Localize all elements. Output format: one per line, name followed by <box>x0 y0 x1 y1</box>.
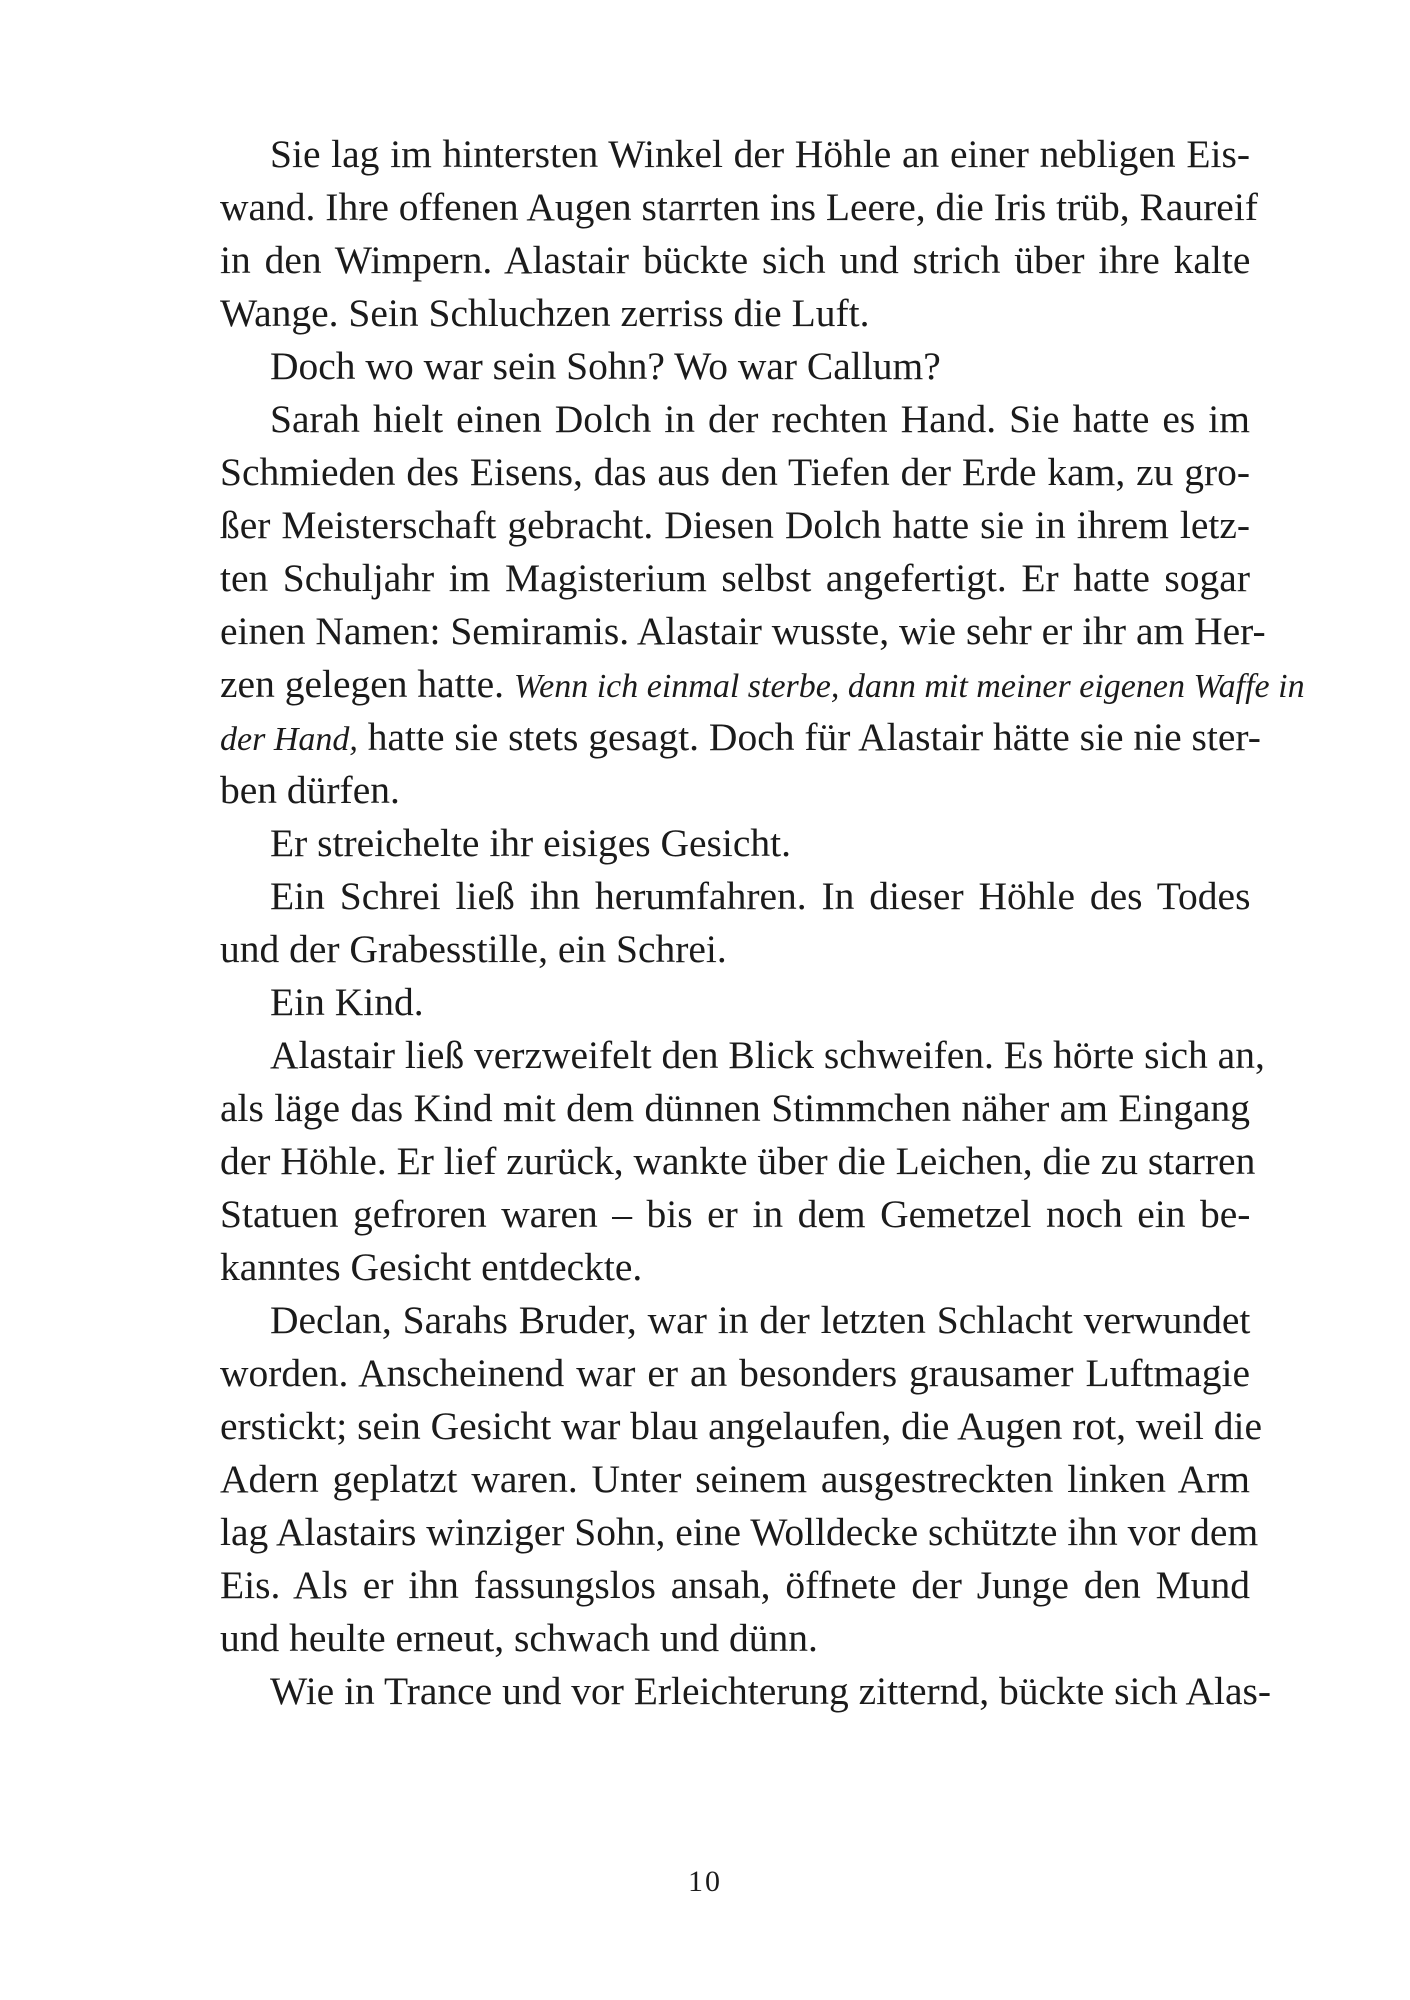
text-line: wand. Ihre offenen Augen starrten ins Leere, die Iris trüb, Raureif <box>220 185 1258 229</box>
italic-quote: Wenn ich einmal sterbe, dann mit meiner eigenen Waffe in <box>513 668 1305 705</box>
text-line: Statuen gefroren waren – bis er in dem Gemetzel noch ein be- <box>220 1192 1251 1236</box>
text-line: Ein Kind. <box>270 980 424 1024</box>
text-line: in den Wimpern. Alastair bückte sich und strich über ihre kalte <box>220 238 1251 282</box>
text-line <box>220 711 1261 764</box>
text-line: Wange. Sein Schluchzen zerriss die Luft. <box>220 291 870 335</box>
page-number: 10 <box>688 1865 722 1898</box>
text-line: und heulte erneut, schwach und dünn. <box>220 1616 818 1660</box>
text-line: Eis. Als er ihn fassungslos ansah, öffnete der Junge den Mund <box>220 1563 1251 1607</box>
text-line: Sarah hielt einen Dolch in der rechten Hand. Sie hatte es im <box>270 397 1250 441</box>
text-line: Wie in Trance und vor Erleichterung zitternd, bückte sich Alas- <box>270 1669 1272 1713</box>
text-line: Sie lag im hintersten Winkel der Höhle an einer nebligen Eis- <box>270 132 1250 176</box>
italic-quote: der Hand, <box>220 721 358 758</box>
text-line: Doch wo war sein Sohn? Wo war Callum? <box>270 344 941 388</box>
text-line: kanntes Gesicht entdeckte. <box>220 1245 643 1289</box>
text-line: Schmieden des Eisens, das aus den Tiefen der Erde kam, zu gro- <box>220 450 1251 494</box>
text-line: ßer Meisterschaft gebracht. Diesen Dolch hatte sie in ihrem letz- <box>220 503 1251 547</box>
text-line: ben dürfen. <box>220 768 400 812</box>
text-line: und der Grabesstille, ein Schrei. <box>220 927 727 971</box>
text-line: einen Namen: Semiramis. Alastair wusste, wie sehr er ihr am Her- <box>220 609 1266 653</box>
text-line: Declan, Sarahs Bruder, war in der letzten Schlacht verwundet <box>270 1298 1251 1342</box>
text-segment: zen gelegen hatte. <box>220 662 514 706</box>
text-line: Er streichelte ihr eisiges Gesicht. <box>270 821 792 865</box>
text-line: worden. Anscheinend war er an besonders grausamer Luftmagie <box>220 1351 1250 1395</box>
text-line: lag Alastairs winziger Sohn, eine Wolldecke schützte ihn vor dem <box>220 1510 1259 1554</box>
text-line: Adern geplatzt waren. Unter seinem ausgestreckten linken Arm <box>220 1457 1250 1501</box>
text-line: der Höhle. Er lief zurück, wankte über die Leichen, die zu starren <box>220 1139 1256 1183</box>
text-line: Alastair ließ verzweifelt den Blick schweifen. Es hörte sich an, <box>270 1033 1265 1077</box>
text-line <box>220 658 1305 711</box>
text-line: ten Schuljahr im Magisterium selbst angefertigt. Er hatte sogar <box>220 556 1250 600</box>
text-line: Ein Schrei ließ ihn herumfahren. In dieser Höhle des Todes <box>270 874 1251 918</box>
text-line: als läge das Kind mit dem dünnen Stimmchen näher am Eingang <box>220 1086 1250 1130</box>
text-line: erstickt; sein Gesicht war blau angelaufen, die Augen rot, weil die <box>220 1404 1263 1448</box>
text-segment: hatte sie stets gesagt. Doch für Alastair hätte sie nie ster- <box>357 715 1261 759</box>
